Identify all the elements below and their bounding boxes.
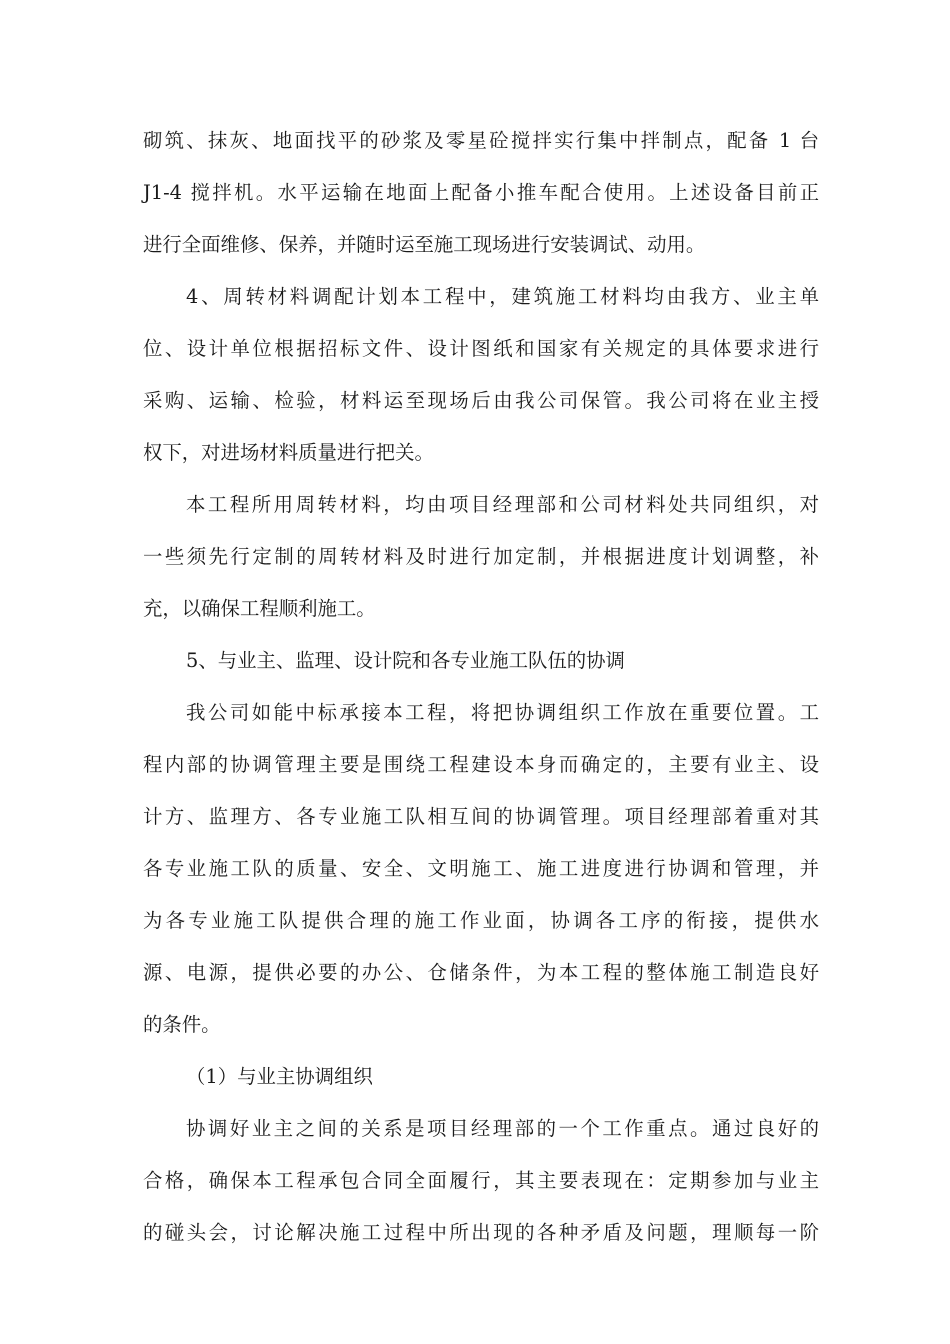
- text-line: 位、设计单位根据招标文件、设计图纸和国家有关规定的具体要求进行: [143, 337, 819, 360]
- text-line: 充，以确保工程顺利施工。: [143, 597, 376, 620]
- text-line: 程内部的协调管理主要是围绕工程建设本身而确定的，主要有业主、设: [143, 753, 819, 776]
- text-line: 砌筑、抹灰、地面找平的砂浆及零星砼搅拌实行集中拌制点，配备 1 台: [143, 129, 819, 152]
- text-line: 一些须先行定制的周转材料及时进行加定制，并根据进度计划调整，补: [143, 545, 819, 568]
- text-line: 权下，对进场材料质量进行把关。: [143, 441, 434, 464]
- text-line: 我公司如能中标承接本工程，将把协调组织工作放在重要位置。工: [186, 701, 819, 724]
- text-line: 4、周转材料调配计划本工程中，建筑施工材料均由我方、业主单: [186, 285, 819, 308]
- text-line: 进行全面维修、保养，并随时运至施工现场进行安装调试、动用。: [143, 233, 706, 256]
- subsection-heading: （1）与业主协调组织: [186, 1065, 373, 1088]
- text-line: J1-4 搅拌机。水平运输在地面上配备小推车配合使用。上述设备目前正: [143, 181, 819, 204]
- text-line: 协调好业主之间的关系是项目经理部的一个工作重点。通过良好的: [186, 1117, 819, 1140]
- text-line: 的碰头会，讨论解决施工过程中所出现的各种矛盾及问题，理顺每一阶: [143, 1221, 819, 1244]
- text-line: 本工程所用周转材料，均由项目经理部和公司材料处共同组织，对: [186, 493, 819, 516]
- text-line: 合格，确保本工程承包合同全面履行，其主要表现在：定期参加与业主: [143, 1169, 819, 1192]
- section-heading: 5、与业主、监理、设计院和各专业施工队伍的协调: [186, 649, 625, 672]
- text-line: 计方、监理方、各专业施工队相互间的协调管理。项目经理部着重对其: [143, 805, 819, 828]
- text-line: 各专业施工队的质量、安全、文明施工、施工进度进行协调和管理，并: [143, 857, 819, 880]
- text-line: 源、电源，提供必要的办公、仓储条件，为本工程的整体施工制造良好: [143, 961, 819, 984]
- text-line: 的条件。: [143, 1013, 221, 1036]
- text-line: 采购、运输、检验，材料运至现场后由我公司保管。我公司将在业主授: [143, 389, 819, 412]
- text-line: 为各专业施工队提供合理的施工作业面，协调各工序的衔接，提供水: [143, 909, 819, 932]
